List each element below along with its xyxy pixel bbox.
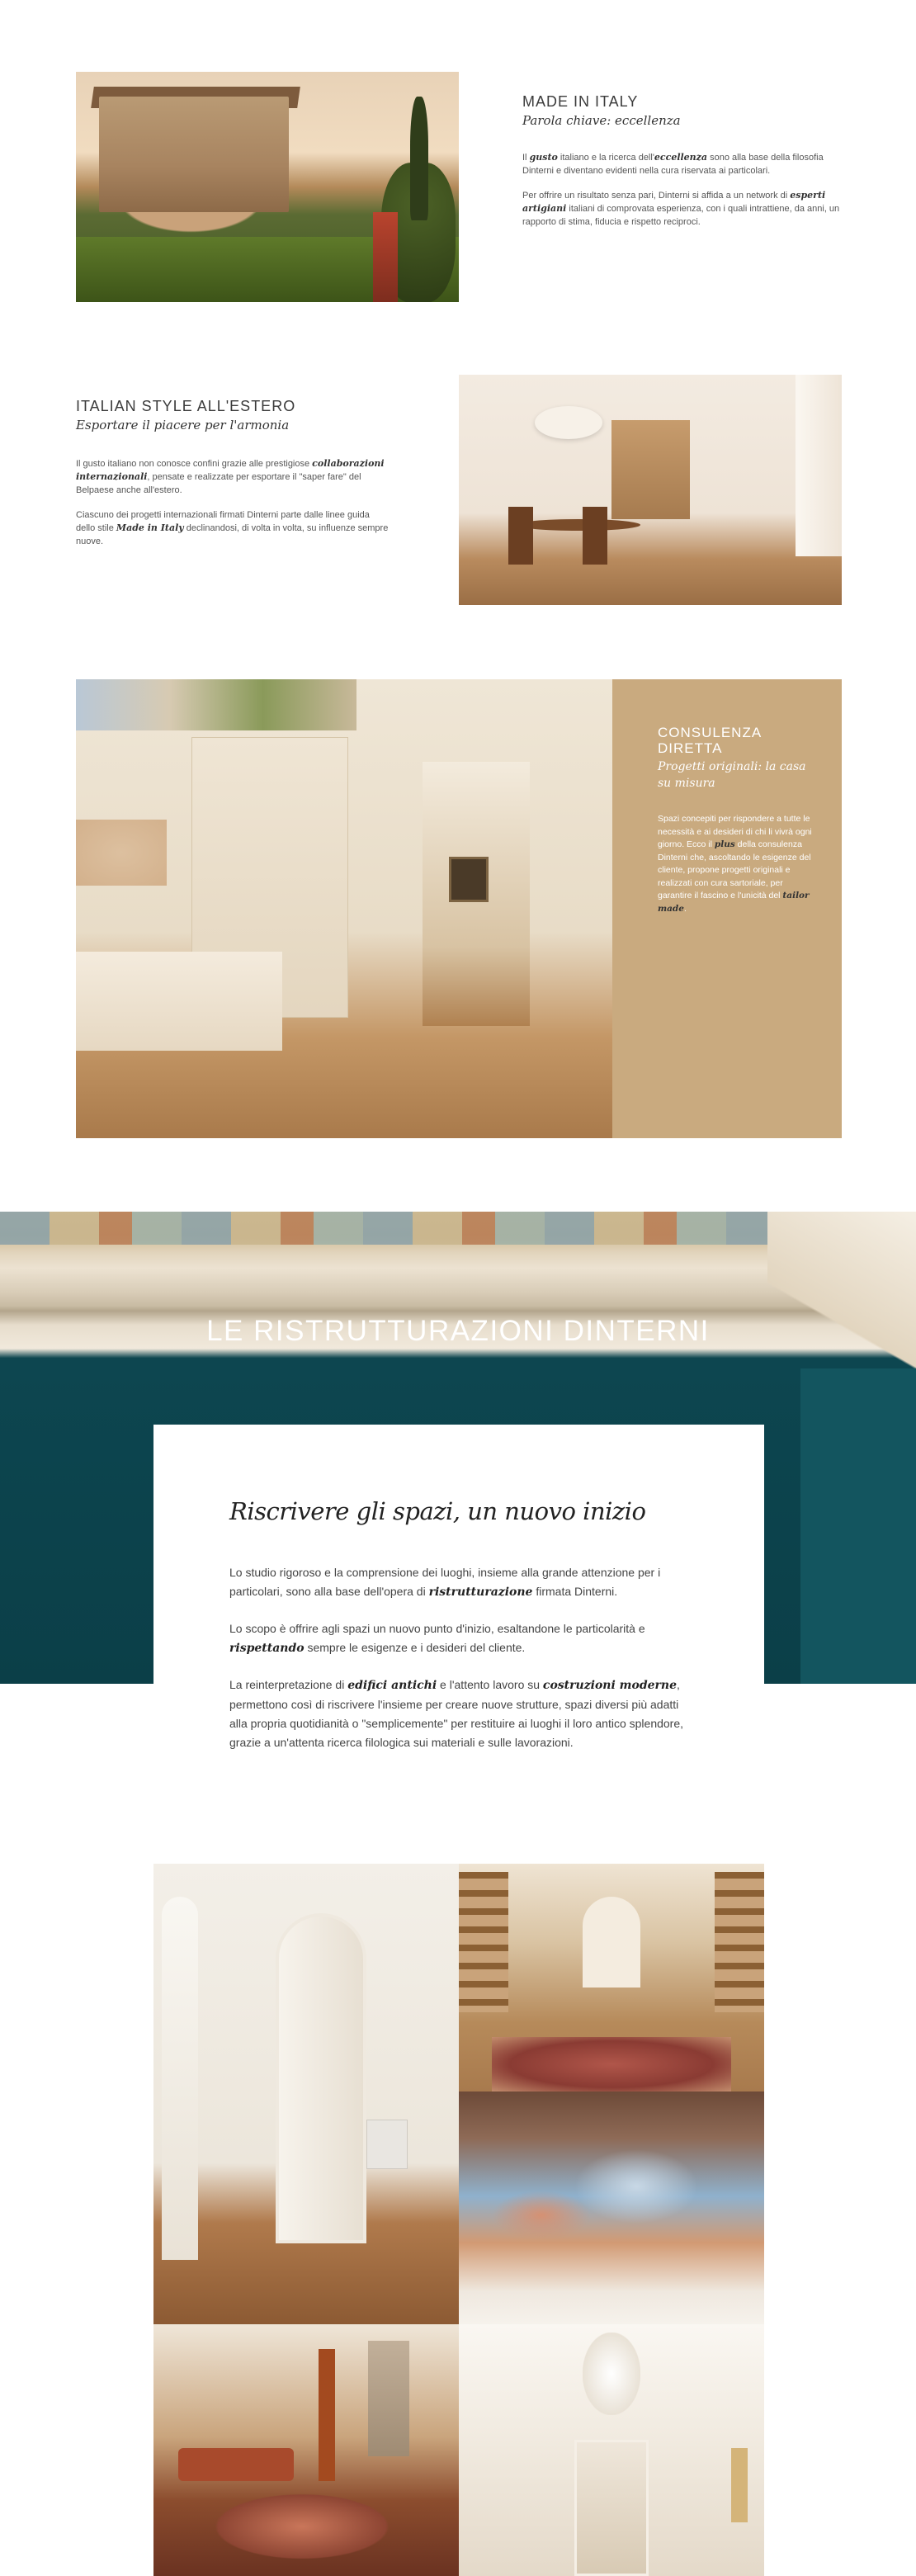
card-paragraph <box>229 1563 688 1602</box>
paragraph-text: sono alla base della filosofia Dinterni e diventano evidenti nella cura riservata ai particolari. <box>522 153 824 176</box>
photo-detail <box>583 507 607 565</box>
paragraph-text: Lo studio rigoroso e la comprensione dei luoghi, insieme alla grande attenzione per i particolari, sono alla base dell'opera di <box>229 1566 661 1598</box>
section-title: CONSULENZA DIRETTA <box>658 725 762 756</box>
emphasis-text: tailor made <box>658 891 810 914</box>
section-subtitle: Parola chiave: eccellenza <box>522 113 681 128</box>
photo-detail <box>459 1872 508 2012</box>
photo-detail <box>373 212 398 302</box>
card-paragraph <box>229 1676 688 1752</box>
photo-detail <box>796 375 842 556</box>
photo-detail <box>492 2191 591 2240</box>
photo-detail <box>583 1897 640 1988</box>
paragraph-text: firmata Dinterni. <box>532 1585 618 1598</box>
consulenza-panel <box>612 679 842 1138</box>
renovation-gallery <box>153 1864 764 2576</box>
section-paragraph <box>76 508 390 548</box>
photo-detail <box>203 2489 401 2564</box>
emphasis-text: Made in Italy <box>116 522 184 533</box>
paragraph-text: italiano e la ricerca dell' <box>557 153 654 163</box>
arched-doorway-photo <box>153 1864 459 2324</box>
made-in-italy-block <box>522 93 844 229</box>
photo-detail <box>535 406 602 439</box>
paragraph-text: , permettono così di riscrivere l'insieme per creare nuove strutture, spazi diversi più adatti alla propria quotidianità o "semplicemente" per restituire ai luoghi il loro antico splendore, grazie a un'attenta ricerca filologica sui materiali e sulle lavorazioni. <box>229 1678 684 1749</box>
paragraph-text: Per offrire un risultato senza pari, Dinterni si affida a un network di <box>522 191 791 201</box>
dining-room-photo <box>459 375 842 605</box>
emphasis-text: eccellenza <box>654 152 708 163</box>
library-room-photo <box>459 1864 764 2092</box>
emphasis-text: gusto <box>529 152 558 163</box>
emphasis-text: edifici antichi <box>347 1679 437 1692</box>
section-paragraph <box>658 813 819 915</box>
card-paragraph <box>229 1619 688 1658</box>
photo-detail <box>410 97 428 220</box>
banner-title: LE RISTRUTTURAZIONI DINTERNI <box>206 1315 710 1347</box>
photo-detail <box>76 820 167 886</box>
section-title: ITALIAN STYLE ALL'ESTERO <box>76 398 296 414</box>
paragraph-text: Lo scopo è offrire agli spazi un nuovo punto d'inizio, esaltandone le particolarità e <box>229 1622 645 1635</box>
section-paragraph <box>76 457 390 497</box>
section-subtitle: Progetti originali: la casa su misura <box>658 760 806 790</box>
emphasis-text: ristrutturazione <box>428 1586 533 1599</box>
renovation-text-card <box>153 1425 764 1813</box>
photo-detail <box>767 1212 916 1385</box>
paragraph-text: e l'attento lavoro su <box>437 1678 543 1691</box>
paragraph-text: La reinterpretazione di <box>229 1678 348 1691</box>
photo-detail <box>574 2440 649 2576</box>
photo-detail <box>574 2149 698 2224</box>
photo-detail <box>276 1913 366 2243</box>
section-paragraph <box>522 189 844 229</box>
photo-detail <box>731 2448 748 2522</box>
paragraph-text: Il <box>522 153 530 163</box>
paragraph-text: Il gusto italiano non conosce confini grazie alle prestigiose <box>76 459 313 469</box>
emphasis-text: costruzioni moderne <box>542 1679 677 1692</box>
photo-detail <box>492 2037 731 2092</box>
paragraph-text: . <box>683 903 687 914</box>
section-paragraph <box>522 151 844 177</box>
photo-detail <box>368 2341 409 2456</box>
paragraph-text: sempre le esigenze e i desideri del cliente. <box>304 1641 526 1654</box>
photo-detail <box>449 857 489 902</box>
paragraph-text: italiani di comprovata esperienza, con i quali intrattiene, da anni, un rapporto di stima, fiducia e rispetto reciproci. <box>522 204 840 227</box>
paragraph-text: Ciascuno dei progetti internazionali firmati Dinterni parte dalle linee guida dello stile <box>76 510 370 533</box>
photo-detail <box>508 507 533 565</box>
card-heading: Riscrivere gli spazi, un nuovo inizio <box>229 1497 646 1525</box>
country-house-photo <box>76 72 459 302</box>
fresco-ceiling-photo <box>459 2092 764 2324</box>
paragraph-text: della consulenza Dinterni che, ascoltando le esigenze del cliente, propone progetti originali e realizzati con cura sartoriale, per garantire il fascino e l'unicità del <box>658 839 811 900</box>
photo-detail <box>517 519 640 531</box>
photo-detail <box>319 2349 335 2481</box>
chandelier-hallway-photo <box>459 2324 764 2576</box>
photo-detail <box>76 679 356 730</box>
photo-detail <box>583 2333 640 2415</box>
photo-detail <box>715 1872 764 2012</box>
emphasis-text: rispettando <box>229 1642 305 1655</box>
photo-detail <box>178 2448 294 2481</box>
photo-detail <box>800 1368 916 1684</box>
bedroom-corridor-photo <box>76 679 612 1138</box>
paragraph-text: , pensate e realizzate per esportare il "saper fare" del Belpaese anche all'estero. <box>76 472 361 495</box>
living-room-fireplace-photo <box>153 2324 459 2576</box>
photo-detail <box>76 952 282 1051</box>
photo-detail <box>99 97 289 212</box>
photo-detail <box>162 1897 198 2260</box>
photo-detail <box>366 2120 408 2169</box>
section-title: MADE IN ITALY <box>522 93 639 110</box>
photo-detail <box>611 420 690 519</box>
emphasis-text: collaborazioni internazionali <box>76 458 385 482</box>
paragraph-text: Spazi concepiti per rispondere a tutte le necessità e ai desideri di chi li vivrà ogni giorno. Ecco il <box>658 814 812 849</box>
section-subtitle: Esportare il piacere per l'armonia <box>76 418 290 432</box>
emphasis-text: plus <box>714 839 735 849</box>
paragraph-text: declinandosi, di volta in volta, su influenze sempre nuove. <box>76 523 389 546</box>
emphasis-text: esperti artigiani <box>522 190 826 214</box>
italian-style-block <box>76 398 390 548</box>
